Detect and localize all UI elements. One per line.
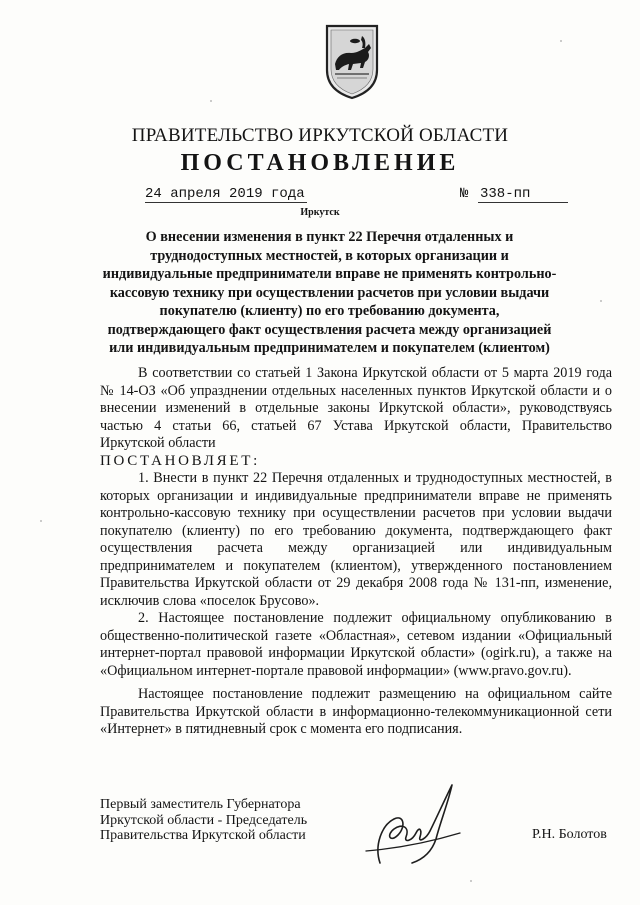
government-title: ПРАВИТЕЛЬСТВО ИРКУТСКОЙ ОБЛАСТИ: [131, 125, 509, 146]
scan-speck: [40, 520, 42, 522]
scan-speck: [210, 100, 212, 102]
preamble-paragraph: В соответствии со статьей 1 Закона Иркутской области от 5 марта 2019 года № 14-ОЗ «Об упразднении отдельных населенных пунктов Иркутской области и о внесении изменений в отдельные законы Иркутской области», руководствуясь частью 4 статьи 66, статьей 67 Устава Иркутской области, Правительство Иркутской области: [100, 365, 612, 451]
decree-number: 338-пп: [478, 186, 568, 203]
signer-name: Р.Н. Болотов: [532, 827, 607, 842]
scan-speck: [560, 40, 562, 42]
item-2-paragraph: 2. Настоящее постановление подлежит официальному опубликованию в общественно-политической газете «Областная», сетевом издании «Официальный интернет-портал правовой информации Иркутской области» (ogirk.ru), а также на «Официальном интернет-портале правовой информации» (www.pravo.gov.ru).: [100, 610, 612, 679]
handwritten-signature-icon: [360, 775, 470, 870]
scan-speck: [600, 300, 602, 302]
signer-position-line-1: Первый заместитель Губернатора: [100, 797, 301, 812]
city-label: Иркутск: [300, 207, 340, 218]
decree-date: 24 апреля 2019 года: [145, 186, 305, 202]
decree-subject: О внесении изменения в пункт 22 Перечня отдаленных и труднодоступных местностей, в которых организации и индивидуальные предприниматели вправе не применять контрольно-кассовую технику при осуществлении расчетов при условии выдачи покупателю (клиенту) по его требованию документа, подтверждающего факт осуществления расчета между организацией или индивидуальным предпринимателем и покупателем (клиентом): [102, 229, 557, 356]
document-type-title: ПОСТАНОВЛЕНИЕ: [180, 150, 460, 176]
coat-of-arms-icon: [325, 24, 379, 100]
decides-heading: ПОСТАНОВЛЯЕТ:: [100, 452, 260, 469]
signer-position-line-2: Иркутской области - Председатель: [100, 812, 308, 828]
signer-position-line-3: Правительства Иркутской области: [100, 828, 306, 843]
number-label: №: [460, 186, 469, 202]
item-1-paragraph: 1. Внести в пункт 22 Перечня отдаленных и труднодоступных местностей, в которых организации и индивидуальные предприниматели вправе не применять контрольно-кассовую технику при осуществлении расчетов при условии выдачи покупателю (клиенту) по его требованию документа, подтверждающего факт осуществления расчета между организацией или индивидуальным предпринимателем и покупателем (клиентом), утвержденного постановлением Правительства Иркутской области от 29 декабря 2008 года № 131-пп, изменение, исключив слова «поселок Брусово».: [100, 470, 612, 609]
decree-body: [100, 365, 612, 739]
signer-position: [100, 797, 307, 844]
scan-speck: [470, 880, 472, 882]
closing-paragraph: Настоящее постановление подлежит размещению на официальном сайте Правительства Иркутской области в информационно-телекоммуникационной сети «Интернет» в пятидневный срок с момента его подписания.: [100, 686, 612, 737]
